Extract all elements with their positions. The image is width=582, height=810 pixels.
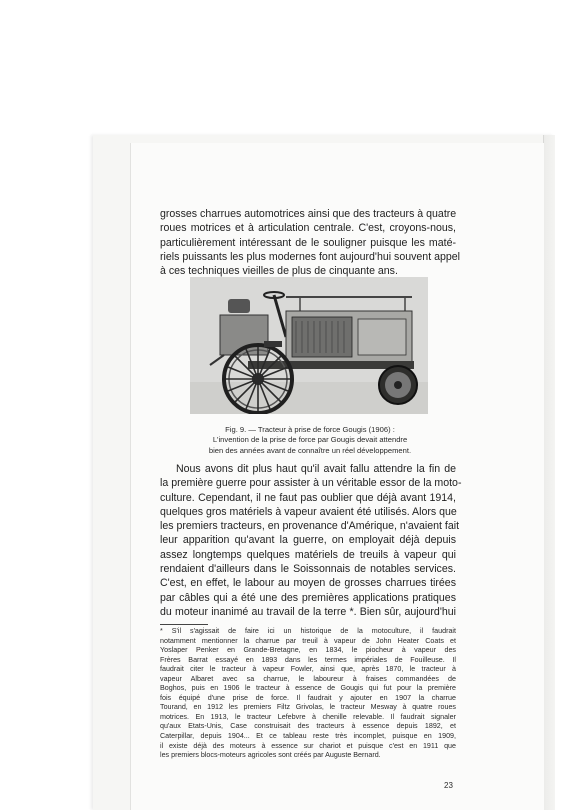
- page-number: 23: [444, 781, 453, 790]
- text-line: riels puissants les plus modernes font aujourd'hui souvent appel: [160, 250, 461, 263]
- text-line: quelques gros matériels à vapeur avaient été utilisés. Alors que: [160, 505, 457, 518]
- text-line: assez longtemps quelques matériels de treuils à vapeur qui: [160, 548, 456, 561]
- text-line: par câbles qui a été une des premières applications pratiques: [160, 591, 456, 604]
- text-line: particulièrement intéressant de le souligner puisque les maté-: [160, 236, 456, 249]
- paragraph-2: [160, 462, 462, 619]
- footnote-line: notamment mentionner la charrue par treuil à vapeur de John Heater Coats et: [160, 636, 456, 645]
- text-line: culture. Cependant, il ne faut pas oublier que déjà avant 1914,: [160, 491, 456, 504]
- footnote-line: Tourand, en 1912 les premiers Filtz Grivolas, le tracteur Mesway à quatre roues: [160, 703, 456, 712]
- text-line: du moteur inanimé au travail de la terre *. Bien sûr, aujourd'hui: [160, 605, 456, 618]
- footnote-line: Yoslaper Penker en Grande-Bretagne, en 1834, le piocheur à vapeur des: [160, 646, 456, 655]
- text-line: [160, 462, 456, 476]
- footnote-line: fois équipé d'une prise de force. Il faudrait y ajouter en 1907 la charrue: [160, 693, 456, 702]
- text-line: la première guerre pour assister à un véritable essor de la moto-: [160, 477, 462, 490]
- text-line: leur apparition qu'avant la guerre, on employait déjà depuis: [160, 534, 456, 547]
- footnote-line: Caterpillar, depuis 1904... Et ce tableau reste très incomplet, puisque en 1909,: [160, 732, 456, 741]
- footnote-line: * S'il s'agissait de faire ici un historique de la motoculture, il faudrait: [160, 627, 456, 635]
- caption-line: L'invention de la prise de force par Gougis devait attendre: [212, 435, 408, 445]
- footnote-line: les premiers blocs-moteurs agricoles sont créés par Auguste Bernard.: [160, 751, 381, 760]
- footnote-line: Frères Barrat essayé en 1893 dans les termes impériales de Fouilleuse. Il: [160, 655, 456, 664]
- footnote-line: vapeur Albaret avec sa charrue, le laboureur à fraises commandées de: [160, 674, 456, 683]
- text-line: C'est, en effet, le labour au moyen de grosses charrues tirées: [160, 577, 456, 590]
- tractor-illustration: [190, 277, 428, 414]
- footnote-line: il existe déjà des moteurs à essence sur chariot et puisque c'est en 1911 que: [160, 741, 456, 750]
- figure-caption: [180, 425, 440, 456]
- text-line: rendaient d'ailleurs dans le Soissonnais de notables services.: [160, 563, 456, 576]
- text-line: à ces techniques vieilles de plus de cinquante ans.: [160, 265, 398, 278]
- tractor-photo: [190, 277, 428, 414]
- text-line-content: Nous avons dit plus haut qu'il avait fallu attendre la fin de: [176, 463, 456, 475]
- caption-line: bien des années avant de connaître un réel développement.: [208, 445, 412, 455]
- back-sheet-edge: [543, 135, 555, 810]
- footnote-line: qu'aux Etats-Unis, Case construisait des tracteurs à essence depuis 1892, et: [160, 722, 456, 731]
- footnote-line: motrices. En 1913, le tracteur Lefebvre à chenille relevable. Il faudrait signaler: [160, 712, 456, 721]
- footnote: [160, 627, 456, 761]
- footnote-line: faudrait citer le tracteur à vapeur Fowler, ainsi que, après 1870, le tracteur à: [160, 665, 456, 674]
- text-line: les premiers tracteurs, en provenance d'Amérique, n'avaient fait: [160, 520, 460, 533]
- footnote-line: Boghos, puis en 1906 le tracteur à essence de Gougis qui fut pour la première: [160, 684, 456, 693]
- footnote-rule: [160, 624, 208, 625]
- caption-line: Fig. 9. — Tracteur à prise de force Gougis (1906) :: [225, 425, 395, 434]
- text-line: roues motrices et à articulation centrale. C'est, croyons-nous,: [160, 222, 456, 235]
- text-line: grosses charrues automotrices ainsi que des tracteurs à quatre: [160, 208, 457, 220]
- paragraph-1: [160, 207, 461, 278]
